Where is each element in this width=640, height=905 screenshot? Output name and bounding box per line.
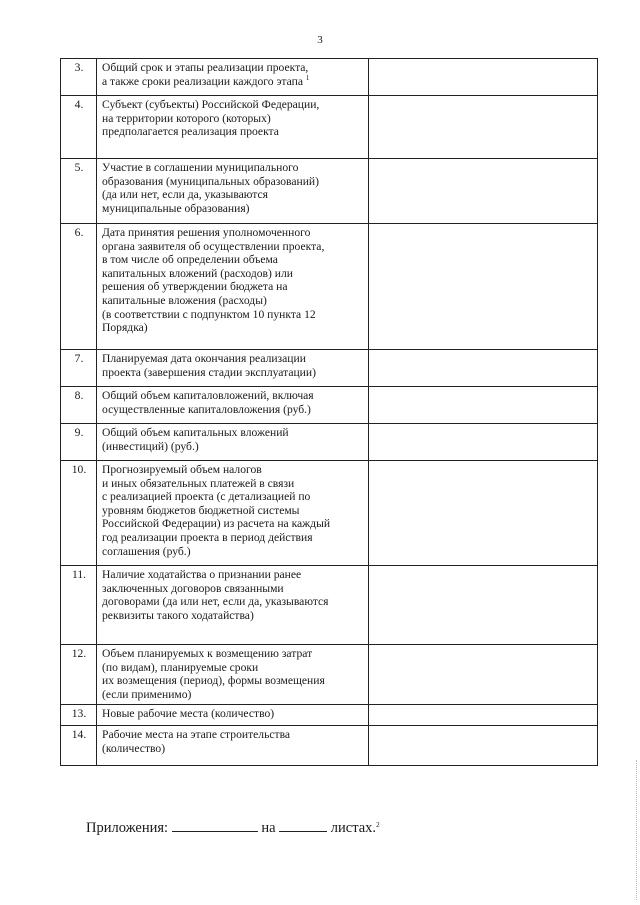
row-description-text: Общий объем капитальных вложений (инвестиций) (руб.) — [102, 426, 289, 453]
table-row — [61, 224, 598, 350]
scan-edge-mark — [633, 760, 637, 900]
table-row — [61, 96, 598, 159]
row-value-cell[interactable] — [369, 705, 598, 726]
row-number: 4. — [61, 96, 97, 159]
table-row — [61, 645, 598, 705]
row-description-text: Дата принятия решения уполномоченного органа заявителя об осуществлении проекта, в том числе об определении объема капитальных вложений (расходов) или решения об утверждении бюджета на капитальные вложения (расходы) (в соответствии с подпунктом 10 пункта 12 Порядка) — [102, 226, 325, 335]
row-description-text: Планируемая дата окончания реализации проекта (завершения стадии эксплуатации) — [102, 352, 316, 379]
appendix-line — [86, 817, 380, 837]
appendix-sheets-blank[interactable] — [279, 817, 327, 832]
row-description-text: Новые рабочие места (количество) — [102, 707, 275, 720]
row-number: 12. — [61, 645, 97, 705]
footnote-mark: 2 — [376, 821, 380, 829]
table-row — [61, 726, 598, 766]
table-row — [61, 461, 598, 566]
row-number: 3. — [61, 59, 97, 96]
row-description-text: Общий срок и этапы реализации проекта, а также сроки реализации каждого этапа — [102, 61, 309, 88]
row-description — [97, 387, 369, 424]
row-number: 9. — [61, 424, 97, 461]
table-row — [61, 387, 598, 424]
row-description — [97, 159, 369, 224]
appendix-sheets-label: листах. — [330, 820, 377, 836]
row-value-cell[interactable] — [369, 159, 598, 224]
row-number: 5. — [61, 159, 97, 224]
row-description — [97, 461, 369, 566]
row-description-text: Общий объем капиталовложений, включая осуществленные капиталовложения (руб.) — [102, 389, 314, 416]
row-value-cell[interactable] — [369, 96, 598, 159]
row-number: 6. — [61, 224, 97, 350]
row-value-cell[interactable] — [369, 224, 598, 350]
row-description-text: Наличие ходатайства о признании ранее заключенных договоров связанными договорами (да или нет, если да, указываются реквизиты такого ходатайства) — [102, 568, 329, 622]
row-number: 7. — [61, 350, 97, 387]
row-description — [97, 96, 369, 159]
row-number: 10. — [61, 461, 97, 566]
table-row — [61, 705, 598, 726]
row-value-cell[interactable] — [369, 461, 598, 566]
row-number: 11. — [61, 566, 97, 645]
row-description — [97, 726, 369, 766]
row-description-text: Субъект (субъекты) Российской Федерации, на территории которого (которых) предполагается реализация проекта — [102, 98, 320, 139]
project-info-table — [60, 58, 598, 766]
row-description-text: Прогнозируемый объем налогов и иных обязательных платежей в связи с реализацией проекта (с детализацией по уровням бюджетов бюджетной системы Российской Федерации) из расчета на каждый год реализации проекта в период действия соглашения (руб.) — [102, 463, 331, 558]
table-row — [61, 350, 598, 387]
appendix-on-label: на — [261, 820, 276, 836]
row-description — [97, 224, 369, 350]
row-number: 8. — [61, 387, 97, 424]
row-description-text: Рабочие места на этапе строительства (количество) — [102, 728, 291, 755]
row-number: 14. — [61, 726, 97, 766]
row-description-text: Участие в соглашении муниципального образования (муниципальных образований) (да или нет, если да, указываются муниципальные образования) — [102, 161, 319, 215]
row-description — [97, 59, 369, 96]
row-value-cell[interactable] — [369, 726, 598, 766]
row-number: 13. — [61, 705, 97, 726]
row-description-text: Объем планируемых к возмещению затрат (по видам), планируемые сроки их возмещения (период), формы возмещения (если применимо) — [102, 647, 325, 701]
table-row — [61, 424, 598, 461]
row-description — [97, 424, 369, 461]
row-description — [97, 350, 369, 387]
row-value-cell[interactable] — [369, 387, 598, 424]
row-value-cell[interactable] — [369, 59, 598, 96]
table-row — [61, 159, 598, 224]
table-body — [61, 59, 598, 766]
row-description — [97, 566, 369, 645]
page-number: 3 — [317, 34, 323, 46]
footnote-mark: 1 — [305, 73, 310, 82]
appendix-label: Приложения: — [86, 820, 169, 836]
row-value-cell[interactable] — [369, 645, 598, 705]
appendix-count-blank[interactable] — [172, 817, 258, 832]
row-value-cell[interactable] — [369, 566, 598, 645]
table-row — [61, 566, 598, 645]
row-value-cell[interactable] — [369, 424, 598, 461]
row-description — [97, 705, 369, 726]
table-row — [61, 59, 598, 96]
row-value-cell[interactable] — [369, 350, 598, 387]
row-description — [97, 645, 369, 705]
